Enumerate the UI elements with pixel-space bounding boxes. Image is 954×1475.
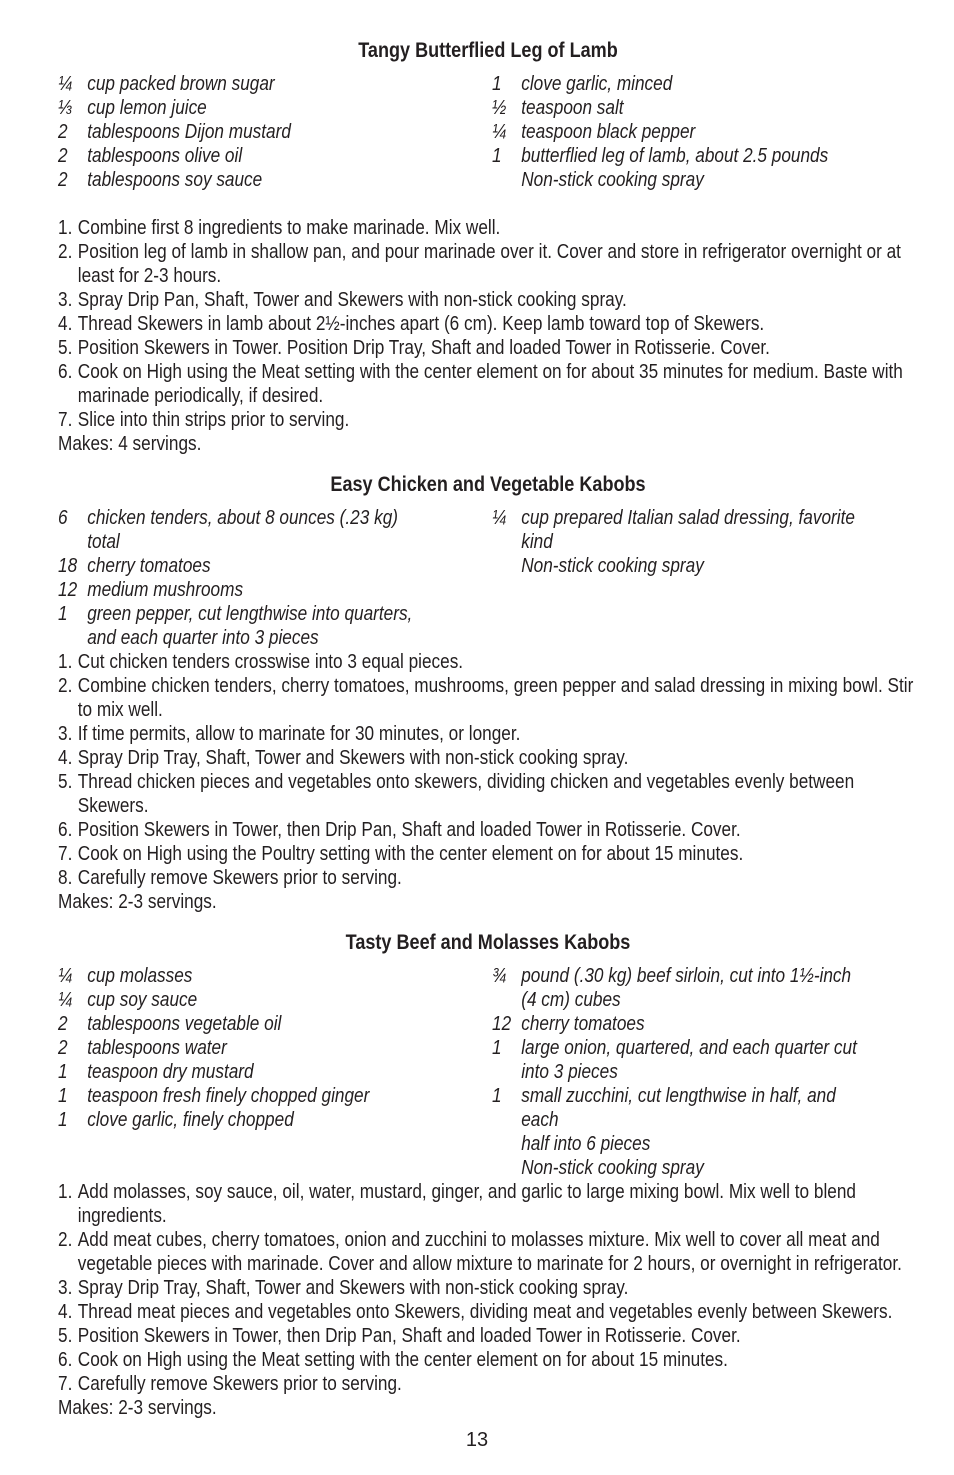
- step-number: 2.: [58, 675, 73, 697]
- ingredient-text: cup prepared Italian salad dressing, favorite kind: [521, 507, 855, 553]
- step-number: 4.: [58, 313, 73, 335]
- ingredient-item: [492, 1012, 862, 1036]
- ingredient-text: Non-stick cooking spray: [521, 169, 704, 191]
- ingredient-text: teaspoon black pepper: [521, 121, 696, 143]
- ingredient-list: [58, 72, 918, 194]
- step-text: Spray Drip Tray, Shaft, Tower and Skewers with non-stick cooking spray.: [77, 1277, 629, 1299]
- ingredient-item: [58, 168, 419, 192]
- ingredient-text: medium mushrooms: [87, 579, 244, 601]
- page-number: 13: [465, 1429, 489, 1451]
- instruction-step: [58, 1372, 927, 1396]
- step-number: 7.: [58, 409, 73, 431]
- ingredient-item: [58, 1012, 419, 1036]
- ingredient-text: clove garlic, finely chopped: [87, 1109, 294, 1131]
- step-text: Add molasses, soy sauce, oil, water, mustard, ginger, and garlic to large mixing bowl. Mix well to blend ingredients.: [77, 1181, 856, 1227]
- ingredient-text: teaspoon salt: [521, 97, 624, 119]
- recipe-title: Tasty Beef and Molasses Kabobs: [345, 931, 631, 954]
- step-number: 5.: [58, 337, 73, 359]
- ingredient-qty: ¼: [58, 989, 73, 1011]
- ingredient-qty: 1: [492, 1085, 502, 1107]
- ingredient-text: tablespoons water: [87, 1037, 227, 1059]
- ingredient-qty: ¼: [492, 121, 507, 143]
- instruction-step: [58, 408, 927, 432]
- recipe-chicken-kabobs: [58, 472, 918, 913]
- step-number: 5.: [58, 1325, 73, 1347]
- step-text: Slice into thin strips prior to serving.: [77, 409, 350, 431]
- ingredient-qty: [492, 554, 521, 578]
- ingredient-item: [58, 578, 419, 602]
- ingredient-item: [58, 554, 419, 578]
- ingredient-item: [58, 144, 419, 168]
- ingredient-item: [492, 1156, 862, 1180]
- step-number: 4.: [58, 1301, 73, 1323]
- ingredient-column-left: [58, 964, 478, 1132]
- ingredient-item: [492, 1036, 862, 1084]
- instruction-list: [58, 216, 928, 456]
- recipe-title: Easy Chicken and Vegetable Kabobs: [330, 473, 646, 496]
- ingredient-qty: 2: [58, 145, 68, 167]
- ingredient-item: [58, 964, 419, 988]
- ingredient-text: small zucchini, cut lengthwise in half, and each half into 6 pieces: [521, 1085, 836, 1155]
- ingredient-text: tablespoons olive oil: [87, 145, 243, 167]
- step-text: Spray Drip Tray, Shaft, Tower and Skewers with non-stick cooking spray.: [77, 747, 629, 769]
- ingredient-item: [58, 602, 419, 650]
- ingredient-column-right: [492, 72, 922, 192]
- ingredient-qty: 1: [492, 145, 502, 167]
- ingredient-item: [492, 120, 862, 144]
- ingredient-item: [58, 1084, 419, 1108]
- ingredient-text: cup molasses: [87, 965, 193, 987]
- step-text: Spray Drip Pan, Shaft, Tower and Skewers with non-stick cooking spray.: [77, 289, 627, 311]
- instruction-list: [58, 1180, 928, 1420]
- step-text: If time permits, allow to marinate for 30 minutes, or longer.: [77, 723, 521, 745]
- ingredient-text: cup packed brown sugar: [87, 73, 275, 95]
- ingredient-item: [58, 1060, 419, 1084]
- instruction-step: [58, 674, 927, 722]
- instruction-step: [58, 746, 927, 770]
- instruction-step: [58, 360, 927, 408]
- step-text: Combine first 8 ingredients to make marinade. Mix well.: [77, 217, 501, 239]
- step-number: 3.: [58, 723, 73, 745]
- ingredient-item: [58, 1108, 419, 1132]
- step-number: 6.: [58, 1349, 73, 1371]
- ingredient-qty: 1: [492, 1037, 502, 1059]
- instruction-step: [58, 1324, 927, 1348]
- recipe-beef-kabobs: [58, 930, 918, 1419]
- ingredient-column-right: [492, 506, 922, 578]
- ingredient-qty: ⅓: [58, 97, 73, 119]
- ingredient-qty: [492, 1156, 521, 1180]
- ingredient-text: green pepper, cut lengthwise into quarters, and each quarter into 3 pieces: [87, 603, 413, 649]
- ingredient-item: [58, 1036, 419, 1060]
- ingredient-qty: 2: [58, 121, 68, 143]
- ingredient-item: [58, 506, 419, 554]
- ingredient-item: [492, 1084, 862, 1156]
- ingredient-text: tablespoons vegetable oil: [87, 1013, 282, 1035]
- ingredient-item: [492, 506, 862, 554]
- ingredient-item: [492, 96, 862, 120]
- step-text: Cook on High using the Poultry setting with the center element on for about 15 minutes.: [77, 843, 744, 865]
- servings-text: Makes: 2-3 servings.: [58, 1397, 217, 1419]
- instruction-step: [58, 866, 927, 890]
- ingredient-qty: ¼: [492, 507, 507, 529]
- ingredient-qty: ¼: [58, 73, 73, 95]
- ingredient-item: [58, 96, 419, 120]
- ingredient-qty: 1: [492, 73, 502, 95]
- ingredient-qty: 12: [58, 579, 78, 601]
- ingredient-text: Non-stick cooking spray: [521, 1157, 704, 1179]
- servings-text: Makes: 2-3 servings.: [58, 891, 217, 913]
- ingredient-text: teaspoon fresh finely chopped ginger: [87, 1085, 370, 1107]
- step-text: Cut chicken tenders crosswise into 3 equal pieces.: [77, 651, 464, 673]
- recipe-lamb: [58, 38, 918, 455]
- ingredient-item: [492, 144, 862, 168]
- instruction-step: [58, 240, 927, 288]
- step-number: 4.: [58, 747, 73, 769]
- recipe-title: Tangy Butterflied Leg of Lamb: [358, 39, 618, 62]
- step-number: 3.: [58, 1277, 73, 1299]
- ingredient-qty: 12: [492, 1013, 512, 1035]
- ingredient-item: [492, 964, 862, 1012]
- step-number: 7.: [58, 843, 73, 865]
- ingredient-text: cup lemon juice: [87, 97, 207, 119]
- instruction-step: [58, 1348, 927, 1372]
- instruction-step: [58, 1180, 927, 1228]
- ingredient-text: Non-stick cooking spray: [521, 555, 704, 577]
- instruction-step: [58, 770, 927, 818]
- instruction-step: [58, 312, 927, 336]
- servings-text: Makes: 4 servings.: [58, 433, 202, 455]
- ingredient-qty: 1: [58, 1085, 68, 1107]
- step-text: Cook on High using the Meat setting with the center element on for about 15 minutes.: [77, 1349, 728, 1371]
- step-text: Add meat cubes, cherry tomatoes, onion and zucchini to molasses mixture. Mix well to cover all meat and vegetable pieces with marinade. Cover and allow mixture to marinate for 2 hours, or overnight in refrigerator.: [77, 1229, 902, 1275]
- instruction-step: [58, 722, 927, 746]
- step-text: Carefully remove Skewers prior to serving.: [77, 1373, 402, 1395]
- ingredient-item: [58, 988, 419, 1012]
- ingredient-qty: ¼: [58, 965, 73, 987]
- ingredient-item: [492, 168, 862, 192]
- ingredient-text: clove garlic, minced: [521, 73, 673, 95]
- step-text: Carefully remove Skewers prior to serving.: [77, 867, 402, 889]
- ingredient-item: [58, 72, 419, 96]
- ingredient-qty: 2: [58, 169, 68, 191]
- ingredient-qty: 1: [58, 1109, 68, 1131]
- step-number: 5.: [58, 771, 73, 793]
- ingredient-text: tablespoons soy sauce: [87, 169, 263, 191]
- ingredient-column-left: [58, 506, 478, 650]
- instruction-step: [58, 288, 927, 312]
- ingredient-qty: 6: [58, 507, 68, 529]
- step-number: 6.: [58, 819, 73, 841]
- ingredient-text: large onion, quartered, and each quarter cut into 3 pieces: [521, 1037, 857, 1083]
- ingredient-text: cherry tomatoes: [521, 1013, 645, 1035]
- instruction-step: [58, 1300, 927, 1324]
- ingredient-column-right: [492, 964, 922, 1180]
- ingredient-text: tablespoons Dijon mustard: [87, 121, 291, 143]
- ingredient-qty: 2: [58, 1013, 68, 1035]
- ingredient-text: cherry tomatoes: [87, 555, 211, 577]
- step-number: 2.: [58, 1229, 73, 1251]
- ingredient-qty: ½: [492, 97, 507, 119]
- step-number: 2.: [58, 241, 73, 263]
- step-text: Position leg of lamb in shallow pan, and pour marinade over it. Cover and store in refrigerator overnight or at least for 2-3 hours.: [77, 241, 901, 287]
- step-number: 1.: [58, 1181, 73, 1203]
- ingredient-text: teaspoon dry mustard: [87, 1061, 254, 1083]
- instruction-step: [58, 842, 927, 866]
- step-text: Thread chicken pieces and vegetables onto skewers, dividing chicken and vegetables evenly between Skewers.: [77, 771, 855, 817]
- instruction-step: [58, 1228, 927, 1276]
- ingredient-column-left: [58, 72, 478, 192]
- step-text: Position Skewers in Tower, then Drip Pan, Shaft and loaded Tower in Rotisserie. Cover.: [77, 819, 741, 841]
- ingredient-list: [58, 964, 918, 1179]
- step-number: 1.: [58, 217, 73, 239]
- step-text: Combine chicken tenders, cherry tomatoes, mushrooms, green pepper and salad dressing in mixing bowl. Stir to mix well.: [77, 675, 914, 721]
- ingredient-qty: ¾: [492, 965, 507, 987]
- ingredient-qty: 2: [58, 1037, 68, 1059]
- ingredient-qty: [492, 168, 521, 192]
- step-number: 6.: [58, 361, 73, 383]
- ingredient-item: [58, 120, 419, 144]
- step-number: 1.: [58, 651, 73, 673]
- instruction-step: [58, 216, 927, 240]
- instruction-step: [58, 818, 927, 842]
- step-text: Thread meat pieces and vegetables onto Skewers, dividing meat and vegetables evenly between Skewers.: [77, 1301, 893, 1323]
- step-text: Cook on High using the Meat setting with the center element on for about 35 minutes for medium. Baste with marinade periodically, if desired.: [77, 361, 903, 407]
- instruction-step: [58, 336, 927, 360]
- instruction-list: [58, 650, 928, 914]
- ingredient-text: cup soy sauce: [87, 989, 198, 1011]
- ingredient-text: chicken tenders, about 8 ounces (.23 kg) total: [87, 507, 398, 553]
- step-text: Thread Skewers in lamb about 2½-inches apart (6 cm). Keep lamb toward top of Skewers.: [77, 313, 765, 335]
- ingredient-item: [492, 72, 862, 96]
- step-number: 8.: [58, 867, 73, 889]
- step-number: 3.: [58, 289, 73, 311]
- ingredient-qty: 1: [58, 603, 68, 625]
- instruction-step: [58, 1276, 927, 1300]
- step-number: 7.: [58, 1373, 73, 1395]
- ingredient-qty: 18: [58, 555, 78, 577]
- ingredient-list: [58, 506, 918, 649]
- step-text: Position Skewers in Tower, then Drip Pan, Shaft and loaded Tower in Rotisserie. Cover.: [77, 1325, 741, 1347]
- ingredient-text: butterflied leg of lamb, about 2.5 pounds: [521, 145, 829, 167]
- ingredient-text: pound (.30 kg) beef sirloin, cut into 1½-inch (4 cm) cubes: [521, 965, 852, 1011]
- ingredient-item: [492, 554, 862, 578]
- step-text: Position Skewers in Tower. Position Drip Tray, Shaft and loaded Tower in Rotisserie. Cover.: [77, 337, 770, 359]
- ingredient-qty: 1: [58, 1061, 68, 1083]
- instruction-step: [58, 650, 927, 674]
